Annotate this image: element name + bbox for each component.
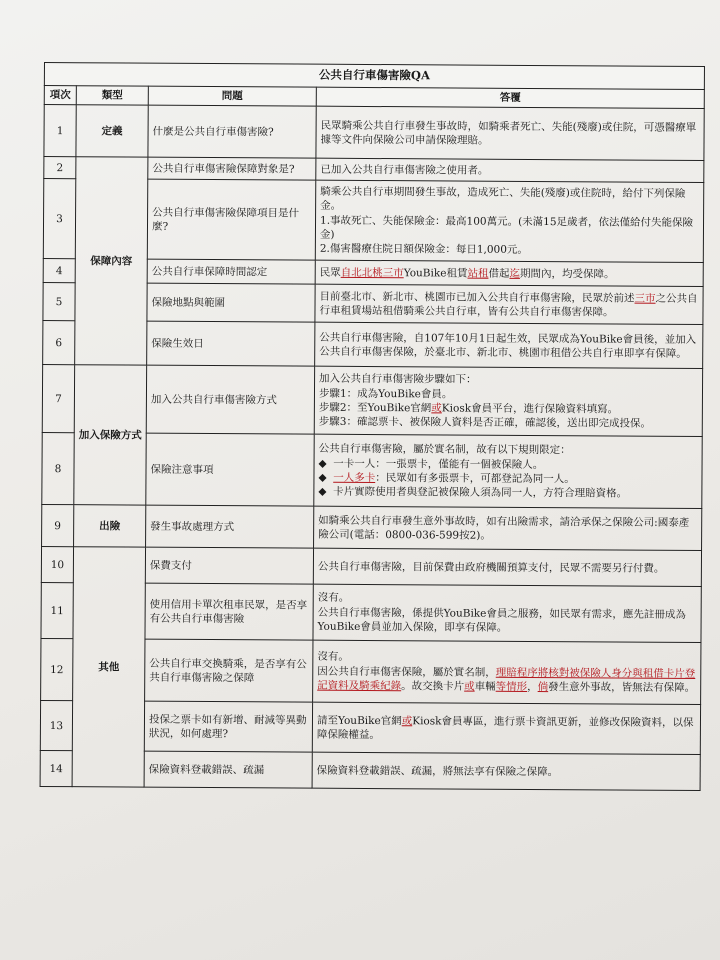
question-cell: 什麼是公共自行車傷害險? (148, 105, 316, 158)
row-number: 4 (43, 259, 75, 283)
question-cell: 公共自行車保障時間認定 (147, 259, 315, 284)
question-cell: 發生事故處理方式 (146, 505, 314, 548)
bullet-text: 一卡一人：一張票卡，僅能有一個被保險人。 (333, 457, 544, 471)
answer-text: 期間內，均受保障。 (519, 267, 615, 281)
answer-text: 因公共自行車傷害保險，屬於實名制， (317, 665, 496, 679)
answer-line: 步驟3：確認票卡、被保險人資料是否正確，確認後，送出即完成投保。 (318, 415, 652, 430)
revision-mark: 理賠程序將核對被保險人身分與租借卡片登記資料及騎乘紀錄 (317, 666, 696, 692)
answer-cell: 公共自行車傷害險，目前保費由政府機關預算支付，民眾不需要另行付費。 (313, 548, 701, 586)
table-row (44, 157, 704, 183)
answer-text: 發生意外事故，皆無法有保障。 (548, 680, 696, 694)
question-cell: 保險生效日 (147, 321, 315, 366)
row-number: 1 (44, 105, 76, 157)
header-type: 類型 (76, 86, 148, 106)
bullet-item: ◆ 一卡一人：一張票卡，僅能有一個被保險人。 (318, 457, 544, 471)
answer-cell (315, 260, 703, 286)
question-cell: 公共自行車傷害險保障對象是? (148, 157, 316, 180)
answer-text: 。故交換卡片 (401, 679, 465, 693)
revision-mark: 三市 (634, 292, 656, 305)
question-cell: 公共自行車傷害險保障項目是什麼? (147, 179, 315, 260)
answer-line: 沒有。 (317, 651, 349, 664)
question-cell: 保費支付 (145, 547, 313, 584)
answer-text: 請至YouBike官網 (316, 714, 402, 727)
header-no: 項次 (44, 86, 76, 105)
answer-cell: 如騎乘公共自行車發生意外事故時，如有出險需求，請洽承保之保險公司:國泰產險公司(電話：0800-036-599按2)。 (314, 506, 702, 550)
answer-cell (314, 366, 702, 436)
answer-text: 目前臺北市、新北市、桃園市已加入公共自行車傷害險，民眾於前述 (319, 290, 635, 305)
answer-text: Kiosk會員專區，進行票卡資訊更新，並修改保險資料，以保障保險權益。 (316, 714, 694, 741)
question-cell: 保險地點與範圍 (147, 283, 315, 322)
answer-text: 車輛 (474, 680, 496, 693)
row-number: 7 (42, 365, 74, 433)
answer-cell: 保險資料登載錯誤、疏漏，將無法享有保險之保障。 (312, 752, 700, 790)
table-title: 公共自行車傷害險QA (44, 63, 704, 90)
answer-line: 步驟1：成為YouBike會員。 (318, 387, 453, 401)
answer-text: 借起 (488, 267, 510, 280)
answer-line: 2.傷害醫療住院日額保險金：每日1,000元。 (319, 242, 528, 256)
answer-cell (312, 702, 700, 754)
revision-mark: 自北北桃三市 (340, 266, 404, 279)
answer-cell (315, 284, 703, 324)
category-coverage: 保障內容 (75, 157, 148, 365)
category-accident: 出險 (74, 505, 146, 547)
question-cell: 公共自行車交換騎乘，是否享有公共自行車傷害險之保障 (145, 639, 313, 702)
row-number: 9 (42, 505, 74, 547)
answer-cell: 已加入公共自行車傷害險之使用者。 (316, 158, 704, 182)
answer-text: YouBike租賃 (403, 266, 468, 280)
answer-cell (314, 434, 702, 508)
row-number: 3 (43, 179, 75, 259)
answer-cell (313, 584, 701, 642)
table-row (44, 105, 704, 161)
question-cell: 投保之票卡如有新增、耐減等異動狀況，如何處理? (144, 701, 312, 752)
revision-mark: 或 (431, 402, 442, 415)
revision-mark: 一人多卡 (333, 471, 376, 484)
row-number: 2 (44, 157, 76, 179)
question-cell: 保險資料登載錯誤、疏漏 (144, 751, 312, 788)
row-number: 5 (43, 283, 75, 321)
bullet-item: ◆ 一人多卡：民眾如有多張票卡，可都登記為同一人。 (318, 471, 575, 485)
category-definition: 定義 (76, 105, 148, 157)
answer-line: 沒有。 (317, 592, 350, 605)
answer-cell (313, 640, 701, 704)
table-row (41, 547, 701, 587)
table-row (42, 505, 702, 551)
question-cell: 加入公共自行車傷害險方式 (146, 365, 314, 434)
row-number: 6 (43, 321, 75, 365)
revision-mark: 倘 (537, 680, 549, 693)
answer-text: Kiosk會員平台，進行保險資料填寫。 (441, 402, 619, 416)
row-number: 12 (41, 639, 73, 701)
category-other: 其他 (72, 547, 145, 787)
bullet-text: ：民眾如有多張票卡，可都登記為同一人。 (375, 471, 575, 485)
answer-text: 之公共自行車租賃場站租借騎乘公共自行車，皆有公共自行車傷害保障。 (319, 292, 698, 319)
row-number: 11 (41, 583, 73, 639)
answer-cell: 公共自行車傷害險，自107年10月1日起生效，民眾成為YouBike會員後，並加入公共自行車傷害保險，於臺北市、新北市、桃園市租借公共自行車即享有保障。 (315, 322, 703, 368)
table-row (42, 365, 702, 437)
row-number: 13 (40, 701, 72, 751)
answer-text: 步驟2：至YouBike官網 (318, 401, 432, 415)
answer-line: 公共自行車傷害險，係提供YouBike會員之服務，如民眾有需求，應先註冊成為YouBike會員並加入保險，即享有保障。 (317, 606, 686, 634)
row-number: 10 (41, 547, 73, 583)
question-cell: 使用信用卡單次租車民眾，是否享有公共自行車傷害險 (145, 583, 313, 640)
row-number: 8 (42, 433, 74, 505)
question-cell: 保險注意事項 (146, 433, 314, 506)
revision-mark: 等情形 (495, 680, 528, 693)
answer-cell (315, 180, 703, 262)
revision-mark: 迄 (509, 267, 521, 280)
qa-table (40, 62, 705, 791)
answer-text: 民眾 (319, 266, 341, 279)
answer-text: ， (527, 680, 538, 693)
revision-mark: 或 (401, 714, 413, 727)
answer-cell: 民眾騎乘公共自行車發生事故時，如騎乘者死亡、失能(殘廢)或住院，可憑醫療單據等文件向保險公司申請保險理賠。 (316, 106, 704, 160)
category-enroll: 加入保險方式 (74, 365, 147, 505)
revision-mark: 站租 (467, 267, 489, 280)
answer-line: 1.事故死亡、失能保險金：最高100萬元。(未滿15足歲者，依法僅給付失能保險金) (319, 214, 694, 241)
bullet-item: ◆ 卡片實際使用者與登記被保險人須為同一人，方符合理賠資格。 (318, 485, 628, 500)
answer-line: 騎乘公共自行車期間發生事故，造成死亡、失能(殘廢)或住院時，給付下列保險金。 (320, 185, 686, 213)
revision-mark: 或 (464, 680, 475, 693)
answer-line: 加入公共自行車傷害險步驟如下： (319, 373, 477, 386)
row-number: 14 (40, 751, 72, 787)
header-question: 問題 (148, 86, 316, 106)
header-answer: 答覆 (316, 87, 704, 109)
bullet-text: 卡片實際使用者與登記被保險人須為同一人，方符合理賠資格。 (333, 485, 628, 500)
answer-line (317, 664, 696, 695)
answer-line: 公共自行車傷害險，屬於實名制，故有以下規則限定： (318, 443, 571, 457)
